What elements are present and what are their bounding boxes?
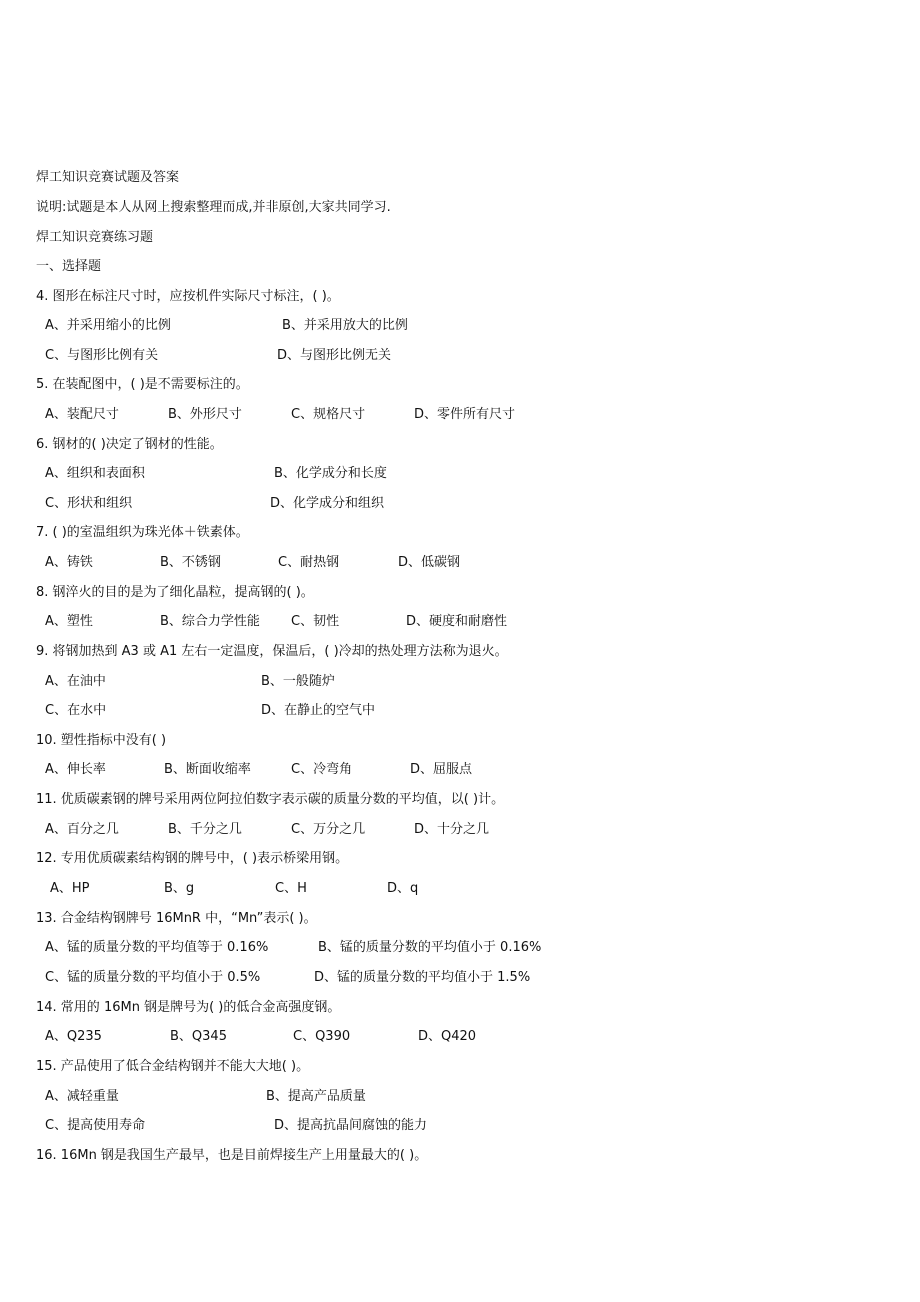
question-7-option-d: D、低碳钢 <box>398 555 461 570</box>
question-6-option-a: A、组织和表面积 <box>45 466 145 481</box>
question-10-option-d: D、屈服点 <box>410 762 473 777</box>
question-15-stem: 15. 产品使用了低合金结构钢并不能大大地( )。 <box>36 1059 310 1074</box>
question-9-option-d: D、在静止的空气中 <box>261 703 376 718</box>
question-4-option-d: D、与图形比例无关 <box>277 348 392 363</box>
question-10-option-a: A、伸长率 <box>45 762 106 777</box>
question-12-option-c: C、H <box>275 881 307 896</box>
document-note: 说明:试题是本人从网上搜索整理而成,并非原创,大家共同学习. <box>36 200 391 215</box>
question-10-stem: 10. 塑性指标中没有( ) <box>36 733 167 748</box>
question-7-option-b: B、不锈钢 <box>160 555 221 570</box>
question-14-stem: 14. 常用的 16Mn 钢是牌号为( )的低合金高强度钢。 <box>36 1000 341 1015</box>
question-13-stem: 13. 合金结构钢牌号 16MnR 中，“Mn”表示( )。 <box>36 911 317 926</box>
question-12-stem: 12. 专用优质碳素结构钢的牌号中，( )表示桥梁用钢。 <box>36 851 349 866</box>
section-heading: 一、选择题 <box>36 259 102 274</box>
question-13-option-d: D、锰的质量分数的平均值小于 1.5% <box>314 970 531 985</box>
question-6-option-d: D、化学成分和组织 <box>270 496 385 511</box>
question-12-option-b: B、g <box>164 881 195 896</box>
question-12-option-a: A、HP <box>50 881 90 896</box>
question-15-option-d: D、提高抗晶间腐蚀的能力 <box>274 1118 428 1133</box>
question-8-option-b: B、综合力学性能 <box>160 614 260 629</box>
question-8-option-a: A、塑性 <box>45 614 93 629</box>
question-14-option-a: A、Q235 <box>45 1029 102 1044</box>
question-11-option-d: D、十分之几 <box>414 822 490 837</box>
question-11-option-b: B、千分之几 <box>168 822 242 837</box>
question-13-option-c: C、锰的质量分数的平均值小于 0.5% <box>45 970 261 985</box>
question-16-stem: 16. 16Mn 钢是我国生产最早，也是目前焊接生产上用量最大的( )。 <box>36 1148 428 1163</box>
question-11-stem: 11. 优质碳素钢的牌号采用两位阿拉伯数字表示碳的质量分数的平均值，以( )计。 <box>36 792 505 807</box>
question-12-option-d: D、q <box>387 881 419 896</box>
question-10-option-b: B、断面收缩率 <box>164 762 251 777</box>
question-8-option-d: D、硬度和耐磨性 <box>406 614 508 629</box>
document-subtitle: 焊工知识竞赛练习题 <box>36 230 154 245</box>
question-15-option-b: B、提高产品质量 <box>266 1089 366 1104</box>
question-13-option-b: B、锰的质量分数的平均值小于 0.16% <box>318 940 542 955</box>
question-7-stem: 7. ( )的室温组织为珠光体＋铁素体。 <box>36 525 249 540</box>
question-5-stem: 5. 在装配图中，( )是不需要标注的。 <box>36 377 249 392</box>
question-7-option-a: A、铸铁 <box>45 555 93 570</box>
question-4-option-a: A、并采用缩小的比例 <box>45 318 171 333</box>
question-14-option-c: C、Q390 <box>293 1029 351 1044</box>
question-8-stem: 8. 钢淬火的目的是为了细化晶粒，提高钢的( )。 <box>36 585 314 600</box>
question-11-option-c: C、万分之几 <box>291 822 366 837</box>
question-14-option-d: D、Q420 <box>418 1029 477 1044</box>
question-4-stem: 4. 图形在标注尺寸时，应按机件实际尺寸标注，( )。 <box>36 289 340 304</box>
question-13-option-a: A、锰的质量分数的平均值等于 0.16% <box>45 940 269 955</box>
question-6-option-b: B、化学成分和长度 <box>274 466 387 481</box>
question-9-option-b: B、一般随炉 <box>261 674 335 689</box>
question-5-option-c: C、规格尺寸 <box>291 407 366 422</box>
question-5-option-a: A、装配尺寸 <box>45 407 119 422</box>
question-4-option-b: B、并采用放大的比例 <box>282 318 408 333</box>
question-9-stem: 9. 将钢加热到 A3 或 A1 左右一定温度，保温后，( )冷却的热处理方法称为退火。 <box>36 644 508 659</box>
question-7-option-c: C、耐热钢 <box>278 555 340 570</box>
question-5-option-d: D、零件所有尺寸 <box>414 407 516 422</box>
question-9-option-a: A、在油中 <box>45 674 106 689</box>
document-title: 焊工知识竞赛试题及答案 <box>36 170 180 185</box>
question-15-option-a: A、减轻重量 <box>45 1089 119 1104</box>
question-14-option-b: B、Q345 <box>170 1029 227 1044</box>
question-10-option-c: C、冷弯角 <box>291 762 353 777</box>
question-11-option-a: A、百分之几 <box>45 822 119 837</box>
question-15-option-c: C、提高使用寿命 <box>45 1118 146 1133</box>
question-6-stem: 6. 钢材的( )决定了钢材的性能。 <box>36 437 223 452</box>
question-6-option-c: C、形状和组织 <box>45 496 133 511</box>
question-4-option-c: C、与图形比例有关 <box>45 348 159 363</box>
question-9-option-c: C、在水中 <box>45 703 107 718</box>
question-5-option-b: B、外形尺寸 <box>168 407 242 422</box>
question-8-option-c: C、韧性 <box>291 614 340 629</box>
